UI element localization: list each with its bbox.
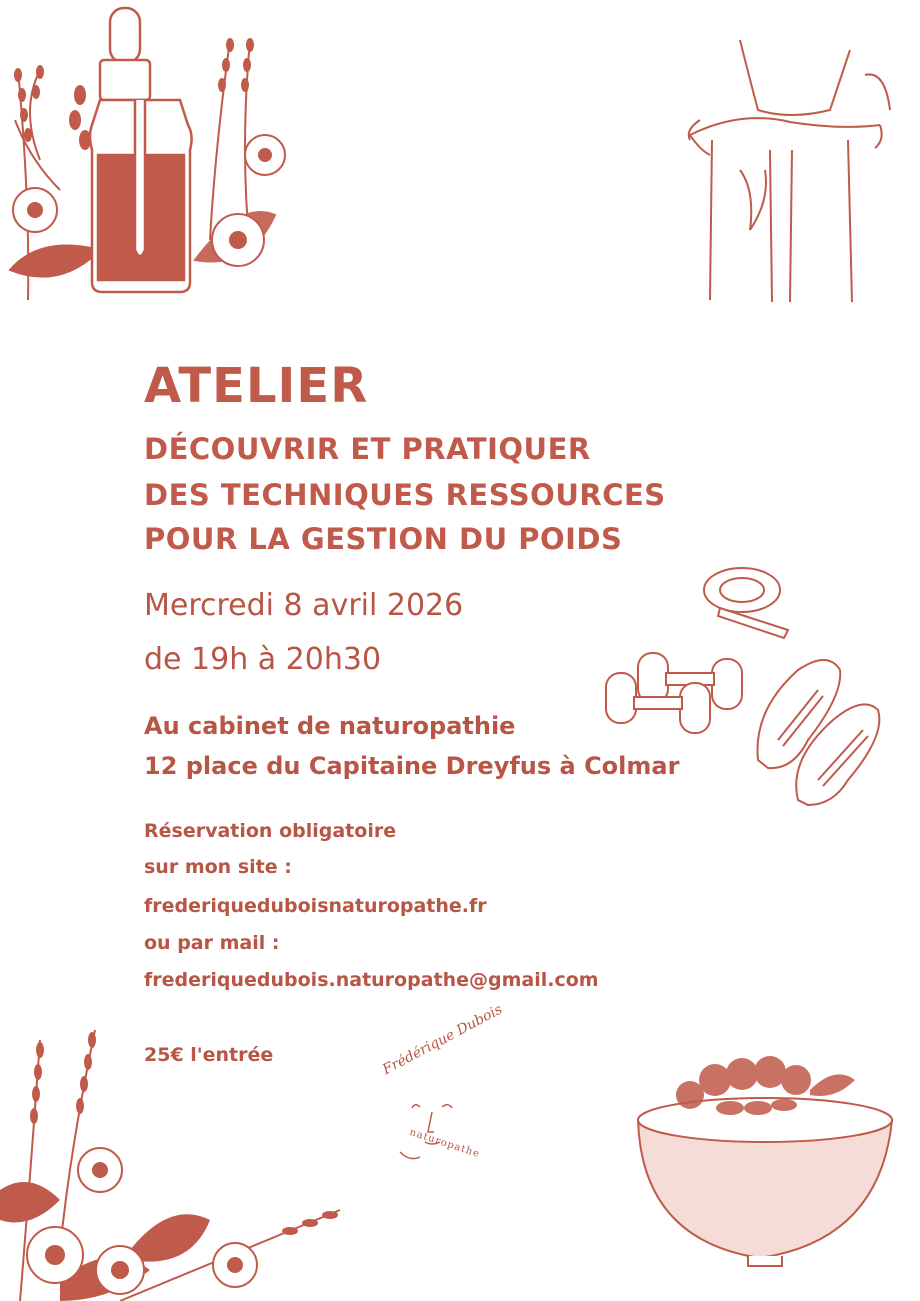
email-link[interactable]: frederiquedubois.naturopathe@gmail.com [144,969,599,991]
fruit-bowl-icon [630,1050,900,1270]
event-subtitle-line-3: POUR LA GESTION DU POIDS [144,522,623,556]
logo-tagline: naturopathe [408,1126,482,1161]
reservation-mail-label: ou par mail : [144,932,280,954]
location-line-1: Au cabinet de naturopathie [144,712,516,740]
measuring-tape-icon [700,560,800,640]
reservation-required: Réservation obligatoire [144,820,397,842]
website-link[interactable]: frederiqueduboisnaturopathe.fr [144,895,487,917]
event-subtitle-line-1: DÉCOUVRIR ET PRATIQUER [144,432,591,466]
price-label: 25€ l'entrée [144,1044,274,1066]
waist-measure-jeans-icon [680,40,900,310]
event-date: Mercredi 8 avril 2026 [144,588,464,623]
location-line-2: 12 place du Capitaine Dreyfus à Colmar [144,752,680,780]
essential-oil-bottle-icon [0,0,300,300]
event-time: de 19h à 20h30 [144,642,382,677]
dumbbells-icon [600,645,760,735]
event-title: ATELIER [144,358,369,414]
sneakers-icon [748,650,893,810]
event-subtitle-line-2: DES TECHNIQUES RESSOURCES [144,478,666,512]
reservation-site-label: sur mon site : [144,856,292,878]
logo-name: Frédérique Dubois [380,1001,506,1079]
